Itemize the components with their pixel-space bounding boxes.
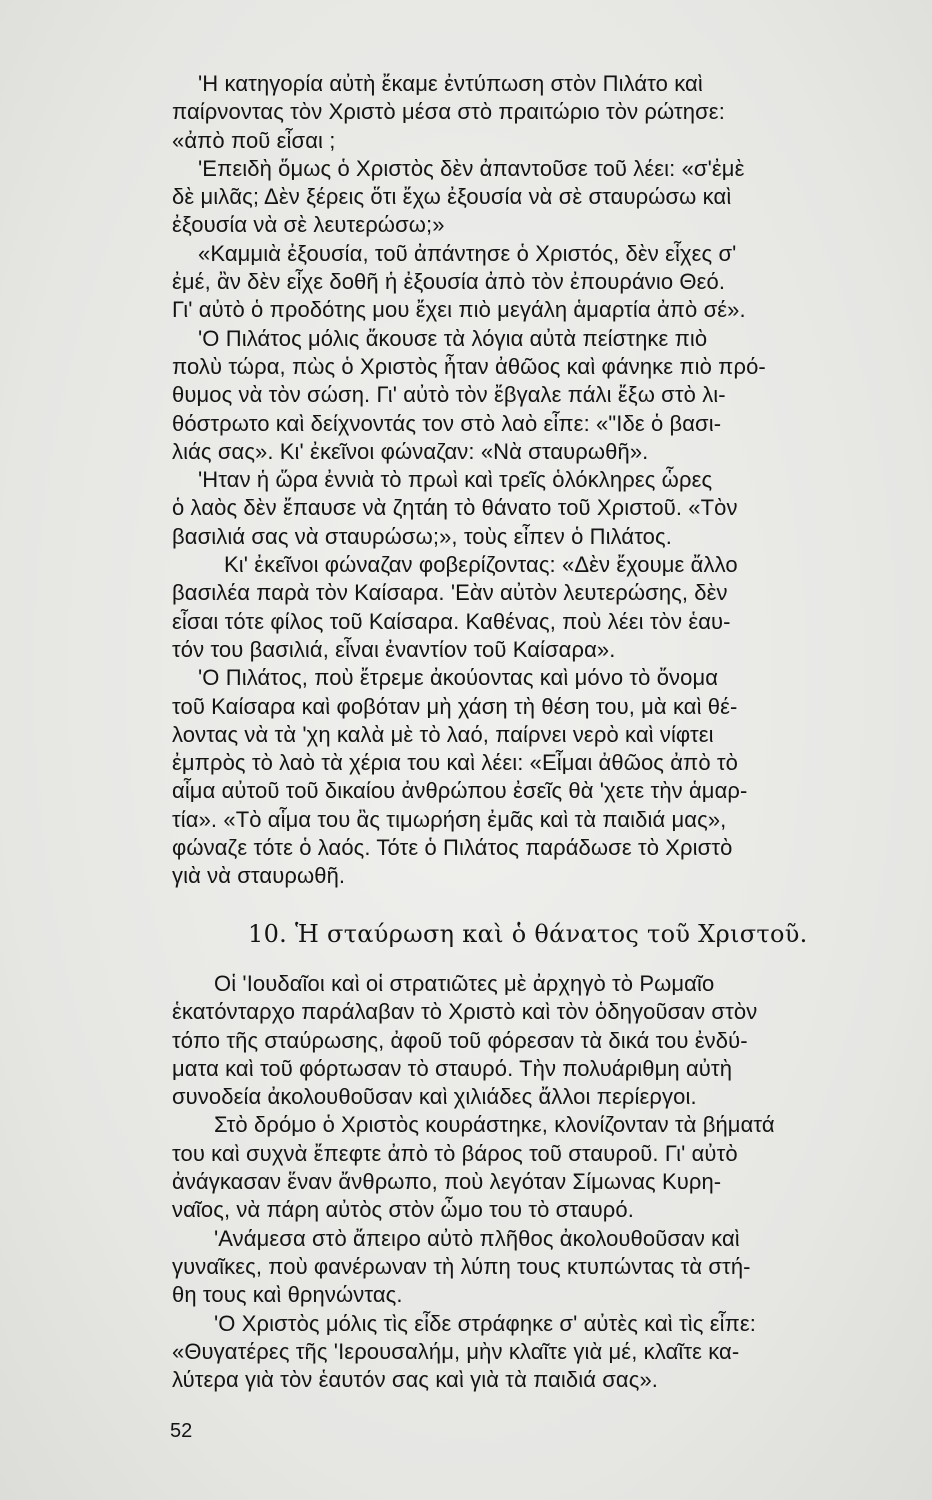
- text-line: ἀνάγκασαν ἕναν ἄνθρωπο, ποὺ λεγόταν Σίμωνας Κυρη-: [172, 1169, 722, 1195]
- text-line: ἐμέ, ἂν δὲν εἶχε δοθῆ ἡ ἐξουσία ἀπὸ τὸν ἐπουράνιο Θεό.: [172, 269, 726, 295]
- text-line: τία». «Τὸ αἷμα του ἂς τιμωρήση ἐμᾶς καὶ τὰ παιδιά μας»,: [172, 806, 727, 832]
- text-line: ματα καὶ τοῦ φόρτωσαν τὸ σταυρό. Τὴν πολυάριθμη αὐτὴ: [172, 1055, 733, 1081]
- text-line: 'Ηταν ἡ ὥρα ἐννιὰ τὸ πρωὶ καὶ τρεῖς ὁλόκληρες ὧρες: [198, 467, 713, 493]
- text-line: φώναζε τότε ὁ λαός. Τότε ὁ Πιλάτος παράδωσε τὸ Χριστὸ: [172, 835, 733, 861]
- text-line: ὁ λαὸς δὲν ἔπαυσε νὰ ζητάη τὸ θάνατο τοῦ Χριστοῦ. «Τὸν: [172, 495, 738, 521]
- text-line: λύτερα γιὰ τὸν ἑαυτόν σας καὶ γιὰ τὰ παιδιά σας».: [172, 1367, 658, 1393]
- text-line: Κι' ἐκεῖνοι φώναζαν φοβερίζοντας: «Δὲν ἔχουμε ἄλλο: [224, 552, 738, 578]
- text-line: λοντας νὰ τὰ 'χη καλὰ μὲ τὸ λαό, παίρνει νερὸ καὶ νίφτει: [172, 721, 714, 747]
- text-line: βασιλιά σας νὰ σταυρώσω;», τοὺς εἶπεν ὁ Πιλάτος.: [172, 523, 672, 549]
- text-line: παίρνοντας τὸν Χριστὸ μέσα στὸ πραιτώριο τὸν ρώτησε:: [172, 99, 725, 125]
- text-line: θη τους καὶ θρηνώντας.: [172, 1282, 403, 1308]
- text-line: ναῖος, νὰ πάρη αὐτὸς στὸν ὦμο του τὸ σταυρό.: [172, 1197, 634, 1223]
- body-text-bottom: [172, 970, 932, 1394]
- text-line: πολὺ τώρα, πὼς ὁ Χριστὸς ἦταν ἀθῶος καὶ φάνηκε πιὸ πρό-: [172, 353, 766, 379]
- text-line: γυναῖκες, ποὺ φανέρωναν τὴ λύπη τους κτυπώντας τὰ στή-: [172, 1253, 751, 1279]
- text-line: 'Ο Πιλάτος, ποὺ ἔτρεμε ἀκούοντας καὶ μόνο τὸ ὄνομα: [198, 665, 719, 691]
- text-line: «ἀπὸ ποῦ εἶσαι ;: [172, 127, 336, 153]
- text-line: λιάς σας». Κι' ἐκεῖνοι φώναζαν: «Νὰ σταυρωθῆ».: [172, 438, 649, 464]
- text-line: «Θυγατέρες τῆς 'Ιερουσαλήμ, μὴν κλαῖτε γιὰ μέ, κλαῖτε κα-: [172, 1338, 740, 1364]
- page-number: 52: [170, 1420, 193, 1442]
- text-line: τόπο τῆς σταύρωσης, ἀφοῦ τοῦ φόρεσαν τὰ δικά του ἐνδύ-: [172, 1027, 748, 1053]
- section-heading: 10. Ἡ σταύρωση καὶ ὁ θάνατος τοῦ Χριστοῦ.: [248, 920, 808, 948]
- text-line: θυμος νὰ τὸν σώση. Γι' αὐτὸ τὸν ἔβγαλε πάλι ἔξω στὸ λι-: [172, 382, 726, 408]
- text-line: ἑκατόνταρχο παράλαβαν τὸ Χριστὸ καὶ τὸν ὁδηγοῦσαν στὸν: [172, 999, 758, 1025]
- text-line: ἐξουσία νὰ σὲ λευτερώσω;»: [172, 212, 445, 238]
- text-line: Στὸ δρόμο ὁ Χριστὸς κουράστηκε, κλονίζονταν τὰ βήματά: [214, 1112, 775, 1138]
- text-line: 'Η κατηγορία αὐτὴ ἔκαμε ἐντύπωση στὸν Πιλάτο καὶ: [198, 71, 703, 96]
- text-line: Οἱ 'Ιουδαῖοι καὶ οἱ στρατιῶτες μὲ ἀρχηγὸ τὸ Ρωμαῖο: [214, 971, 715, 996]
- text-line: θόστρωτο καὶ δείχνοντάς τον στὸ λαὸ εἶπε: «"Ιδε ὁ βασι-: [172, 410, 722, 436]
- text-line: 'Ανάμεσα στὸ ἄπειρο αὐτὸ πλῆθος ἀκολουθοῦσαν καὶ: [214, 1225, 740, 1251]
- text-line: 'Ο Πιλάτος μόλις ἄκουσε τὰ λόγια αὐτὰ πείστηκε πιὸ: [198, 325, 708, 351]
- text-line: τοῦ Καίσαρα καὶ φοβόταν μὴ χάση τὴ θέση του, μὰ καὶ θέ-: [172, 693, 738, 719]
- text-line: δὲ μιλᾶς; Δὲν ξέρεις ὅτι ἔχω ἐξουσία νὰ σὲ σταυρώσω καὶ: [172, 184, 732, 210]
- text-line: γιὰ νὰ σταυρωθῆ.: [172, 863, 346, 889]
- text-line: βασιλέα παρὰ τὸν Καίσαρα. 'Εὰν αὐτὸν λευτερώσης, δὲν: [172, 580, 728, 606]
- text-line: εἶσαι τότε φίλος τοῦ Καίσαρα. Καθένας, ποὺ λέει τὸν ἑαυ-: [172, 608, 731, 634]
- text-line: του καὶ συχνὰ ἔπεφτε ἀπὸ τὸ βάρος τοῦ σταυροῦ. Γι' αὐτὸ: [172, 1140, 738, 1166]
- text-line: Γι' αὐτὸ ὁ προδότης μου ἔχει πιὸ μεγάλη ἁμαρτία ἀπὸ σέ».: [172, 297, 746, 323]
- text-line: συνοδεία ἀκολουθοῦσαν καὶ χιλιάδες ἄλλοι περίεργοι.: [172, 1084, 697, 1110]
- text-line: «Καμμιὰ ἐξουσία, τοῦ ἀπάντησε ὁ Χριστός, δὲν εἶχες σ': [198, 240, 737, 266]
- text-line: αἷμα αὐτοῦ τοῦ δικαίου ἀνθρώπου ἐσεῖς θὰ 'χετε τὴν ἁμαρ-: [172, 778, 748, 804]
- text-line: τόν του βασιλιά, εἶναι ἐναντίον τοῦ Καίσαρα».: [172, 636, 616, 662]
- text-line: ἐμπρὸς τὸ λαὸ τὰ χέρια του καὶ λέει: «Εἶμαι ἀθῶος ἀπὸ τὸ: [172, 750, 738, 776]
- body-text-top: [172, 70, 932, 891]
- text-line: 'Ο Χριστὸς μόλις τὶς εἶδε στράφηκε σ' αὐτὲς καὶ τὶς εἶπε:: [214, 1310, 756, 1336]
- text-line: 'Επειδὴ ὅμως ὁ Χριστὸς δὲν ἀπαντοῦσε τοῦ λέει: «σ'ἐμὲ: [198, 155, 745, 181]
